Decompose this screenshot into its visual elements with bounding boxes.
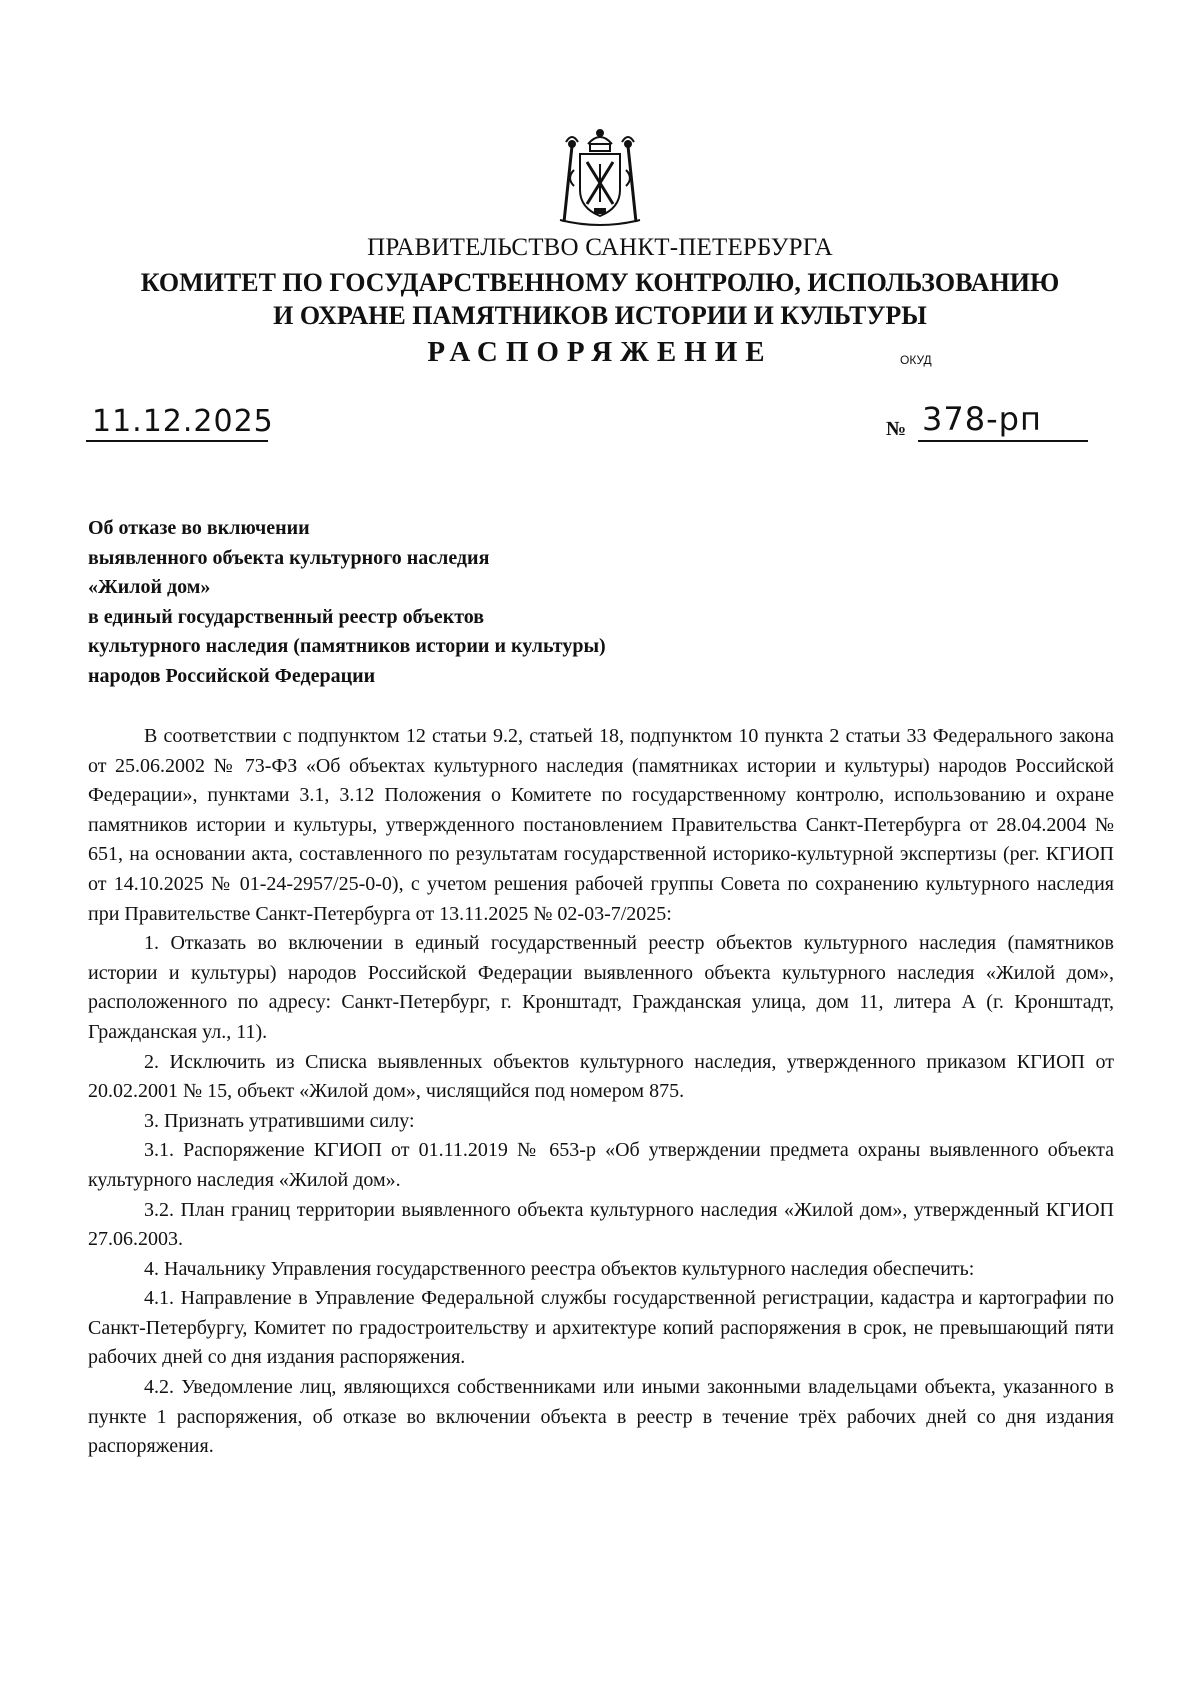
- document-body: [88, 722, 1114, 1462]
- document-number: 378-рп: [922, 400, 1042, 438]
- doc-type-title: РАСПОРЯЖЕНИЕ: [427, 336, 773, 368]
- subject-line: народов Российской Федерации: [88, 664, 376, 687]
- doc-type-row: [0, 336, 1200, 376]
- number-label: №: [886, 418, 907, 440]
- subject-line: культурного наследия (памятников истории и культуры): [88, 635, 606, 657]
- body-item-3: 3. Признать утратившими силу:: [144, 1109, 415, 1132]
- subject-line: выявленного объекта культурного наследия: [88, 546, 490, 569]
- body-item-3-2: 3.2. План границ территории выявленного объекта культурного наследия «Жилой дом», утвержденный КГИОП 27.06.2003.: [88, 1198, 1114, 1251]
- body-item-4-2: 4.2. Уведомление лиц, являющихся собственниками или иными законными владельцами объекта, указанного в пункте 1 распоряжения, об отказе во включении объекта в реестр в течение трёх рабочих дней со дня издания распоряжения.: [88, 1376, 1114, 1458]
- committee-title-line-2: И ОХРАНЕ ПАМЯТНИКОВ ИСТОРИИ И КУЛЬТУРЫ: [273, 301, 927, 330]
- committee-title-line-1: КОМИТЕТ ПО ГОСУДАРСТВЕННОМУ КОНТРОЛЮ, ИСПОЛЬЗОВАНИЮ: [140, 268, 1060, 297]
- subject-line: Об отказе во включении: [88, 517, 310, 539]
- document-subject: [88, 514, 606, 691]
- body-item-3-1: 3.1. Распоряжение КГИОП от 01.11.2019 № 653-р «Об утверждении предмета охраны выявленного объекта культурного наследия «Жилой дом».: [88, 1139, 1114, 1191]
- subject-line: в единый государственный реестр объектов: [88, 605, 485, 628]
- body-item-4: 4. Начальнику Управления государственного реестра объектов культурного наследия обеспечить:: [144, 1257, 975, 1280]
- date-underline: [86, 440, 268, 442]
- government-title: ПРАВИТЕЛЬСТВО САНКТ-ПЕТЕРБУРГА: [367, 234, 833, 261]
- document-date: 11.12.2025: [92, 404, 274, 439]
- okud-label: ОКУД: [900, 353, 932, 367]
- coat-of-arms-icon: [552, 124, 648, 228]
- subject-line: «Жилой дом»: [88, 576, 211, 598]
- body-item-1: 1. Отказать во включении в единый государственный реестр объектов культурного наследия (памятников истории и культуры) народов Российской Федерации выявленного объекта культурного наследия «Жилой дом», расположенного по адресу: Санкт-Петербург, г. Кронштадт, Гражданская улица, дом 11, литера А (г. Кронштадт, Гражданская ул., 11).: [88, 932, 1114, 1043]
- body-item-2: 2. Исключить из Списка выявленных объектов культурного наследия, утвержденного приказом КГИОП от 20.02.2001 № 15, объект «Жилой дом», числящийся под номером 875.: [88, 1050, 1114, 1103]
- committee-title: [0, 266, 1200, 332]
- body-item-4-1: 4.1. Направление в Управление Федеральной службы государственной регистрации, кадастра и картографии по Санкт-Петербургу, Комитет по градостроительству и архитектуре копий распоряжения в срок, не превышающий пяти рабочих дней со дня издания распоряжения.: [88, 1287, 1114, 1369]
- number-underline: [918, 440, 1088, 442]
- body-preamble: В соответствии с подпунктом 12 статьи 9.2, статьей 18, подпунктом 10 пункта 2 статьи 33 Федерального закона от 25.06.2002 № 73-ФЗ «Об объектах культурного наследия (памятниках истории и культуры) народов Российской Федерации», пунктами 3.1, 3.12 Положения о Комитете по государственному контролю, использованию и охране памятников истории и культуры, утвержденного постановлением Правительства Санкт-Петербурга от 28.04.2004 № 651, на основании акта, составленного по результатам государственной историко-культурной экспертизы (рег. КГИОП от 14.10.2025 № 01-24-2957/25-0-0), с учетом решения рабочей группы Совета по сохранению культурного наследия при Правительстве Санкт-Петербурга от 13.11.2025 № 02-03-7/2025:: [88, 725, 1114, 925]
